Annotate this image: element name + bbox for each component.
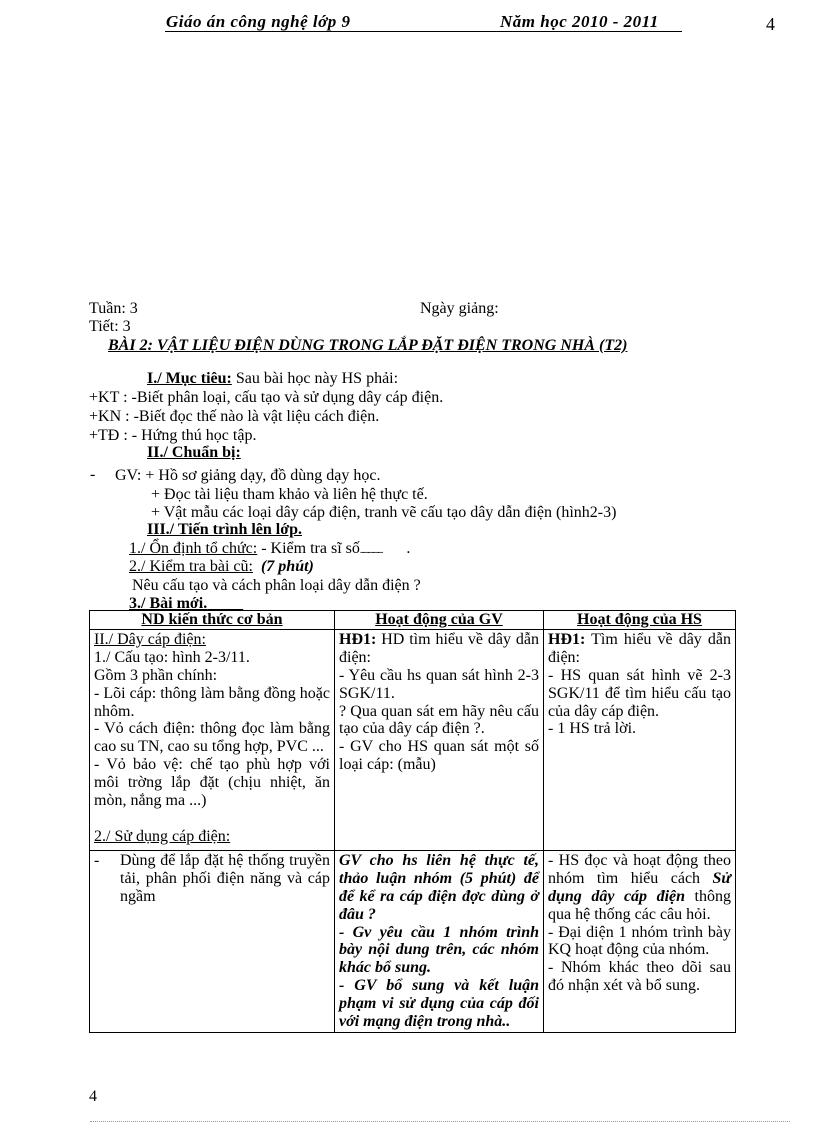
step-1 <box>129 540 410 558</box>
teacher-line: - Gv yêu cầu 1 nhóm trình bày nội dung trên, các nhóm khác bổ sung. <box>339 923 539 977</box>
table-row <box>90 850 736 1032</box>
cell-teacher-2 <box>335 850 544 1032</box>
header-right-year: Năm học 2010 - 2011 <box>500 12 659 31</box>
preparation-line-3: + Vật mẫu các loại dây cáp điện, tranh vẽ cấu tạo dây dẫn điện (hình2-3) <box>151 504 617 521</box>
objectives-heading: I./ Mục tiêu: <box>147 370 232 387</box>
knowledge-line: - Vỏ cách điện: thông đọc làm bằng cao su TN, cao su tổng hợp, PVC ... <box>94 720 330 756</box>
teacher-line: - Yêu cầu hs quan sát hình 2-3 SGK/11. <box>339 666 539 702</box>
student-line: - 1 HS trả lời. <box>548 720 637 738</box>
week-label: Tuần: 3 <box>89 300 138 317</box>
student-line: - Nhóm khác theo dõi sau đó nhận xét và bổ sung. <box>548 959 731 995</box>
step-2 <box>129 558 314 576</box>
step-2-time: (7 phút) <box>260 558 314 575</box>
preparation-line-2: + Đọc tài liệu tham khảo và liên hệ thực tế. <box>151 486 428 503</box>
cell-knowledge-2 <box>90 850 335 1032</box>
step-3-label: 3./ Bài mới. <box>129 595 208 612</box>
teaching-date-label: Ngày giảng: <box>420 300 499 317</box>
footer-page-number: 4 <box>89 1088 97 1105</box>
knowledge-line: Gồm 3 phần chính: <box>94 666 218 684</box>
header-left-title: Giáo án công nghệ lớp 9 <box>166 12 351 31</box>
preparation-heading: II./ Chuẩn bị: <box>147 444 241 461</box>
procedure-heading: III./ Tiến trình lên lớp. <box>147 521 302 538</box>
header-page-number: 4 <box>766 14 775 34</box>
teacher-line: ? Qua quan sát em hãy nêu cấu tạo của dây cáp điện ?. <box>339 702 539 738</box>
usage-bullet: - <box>94 851 100 869</box>
student-line: - Đại diện 1 nhóm trình bày KQ hoạt động của nhóm. <box>548 923 731 959</box>
teacher-line: GV cho hs liên hệ thực tế, thảo luận nhóm (5 phút) để để kể ra cáp điện đợc dùng ở đâu ? <box>339 851 539 923</box>
col-header-student: Hoạt động của HS <box>544 611 736 630</box>
lesson-title: BÀI 2: VẬT LIỆU ĐIỆN DÙNG TRONG LẮP ĐẶT ĐIỆN TRONG NHÀ (T2) <box>108 337 628 354</box>
teacher-activity-title: HĐ1: HD tìm hiểu về dây dẫn điện: <box>339 630 539 666</box>
footer-dotted-line <box>90 1121 790 1122</box>
cell-student-2 <box>544 850 736 1032</box>
step-1-end: . <box>406 540 411 557</box>
lesson-period-label: Tiết: 3 <box>89 318 131 335</box>
step-1-dots: .................. <box>359 545 383 555</box>
knowledge-line: - Vỏ bảo vệ: chế tạo phù hợp với môi trờng lắp đặt (chịu nhiệt, ăn mòn, nắng ma ...) <box>94 756 330 810</box>
usage-text: Dùng để lắp đặt hệ thống truyền tải, phân phối điện năng và cáp ngầm <box>120 851 330 905</box>
objective-skill: +KN : -Biết đọc thế nào là vật liệu cách điện. <box>89 408 380 425</box>
step-2-question: Nêu cấu tạo và cách phân loại dây dẫn điện ? <box>132 577 421 594</box>
step-2-label: 2./ Kiểm tra bài cũ: <box>129 558 253 575</box>
col-header-knowledge: ND kiến thức cơ bản <box>90 611 335 630</box>
preparation-line-1: GV: + Hồ sơ giảng dạy, đồ dùng dạy học. <box>115 467 381 484</box>
objective-attitude: +TĐ : - Hứng thú học tập. <box>89 427 257 444</box>
student-line: - HS quan sát hình vẽ 2-3 SGK/11 để tìm hiểu cấu tạo của dây cáp điện. <box>548 666 731 720</box>
col-header-teacher: Hoạt động của GV <box>335 611 544 630</box>
table-row <box>90 629 736 850</box>
structure-subheading: 1./ Cấu tạo: hình 2-3/11. <box>94 648 250 666</box>
objective-knowledge: +KT : -Biết phân loại, cấu tạo và sử dụng dây cáp điện. <box>89 389 444 406</box>
step-1-label: 1./ Ổn định tổ chức: <box>129 540 258 557</box>
teacher-line: - GV cho HS quan sát một số loại cáp: (mẫu) <box>339 738 539 774</box>
usage-heading: 2./ Sử dụng cáp điện: <box>94 827 231 845</box>
header-rule <box>165 31 682 32</box>
student-activity-title: HĐ1: Tìm hiểu về dây dẫn điện: <box>548 630 731 666</box>
objectives-intro: Sau bài học này HS phải: <box>231 370 399 387</box>
preparation-bullet: - <box>90 466 96 483</box>
cell-knowledge-1 <box>90 629 335 850</box>
cell-teacher-1 <box>335 629 544 850</box>
lesson-activity-table <box>89 610 736 1033</box>
cable-heading: II./ Dây cáp điện: <box>94 630 206 648</box>
table-header-row <box>90 611 736 630</box>
knowledge-line: - Lõi cáp: thông làm bằng đồng hoặc nhôm. <box>94 684 330 720</box>
step-1-text: - Kiểm tra sĩ số <box>257 540 360 557</box>
objectives-section <box>147 370 398 388</box>
student-line: - HS đọc và hoạt động theo nhóm tìm hiểu cách Sử dụng dây cáp điện thông qua hệ thống các câu hỏi. <box>548 851 731 923</box>
cell-student-1 <box>544 629 736 850</box>
teacher-line: - GV bổ sung và kết luận phạm vi sử dụng của cáp đối với mạng điện trong nhà.. <box>339 977 539 1031</box>
